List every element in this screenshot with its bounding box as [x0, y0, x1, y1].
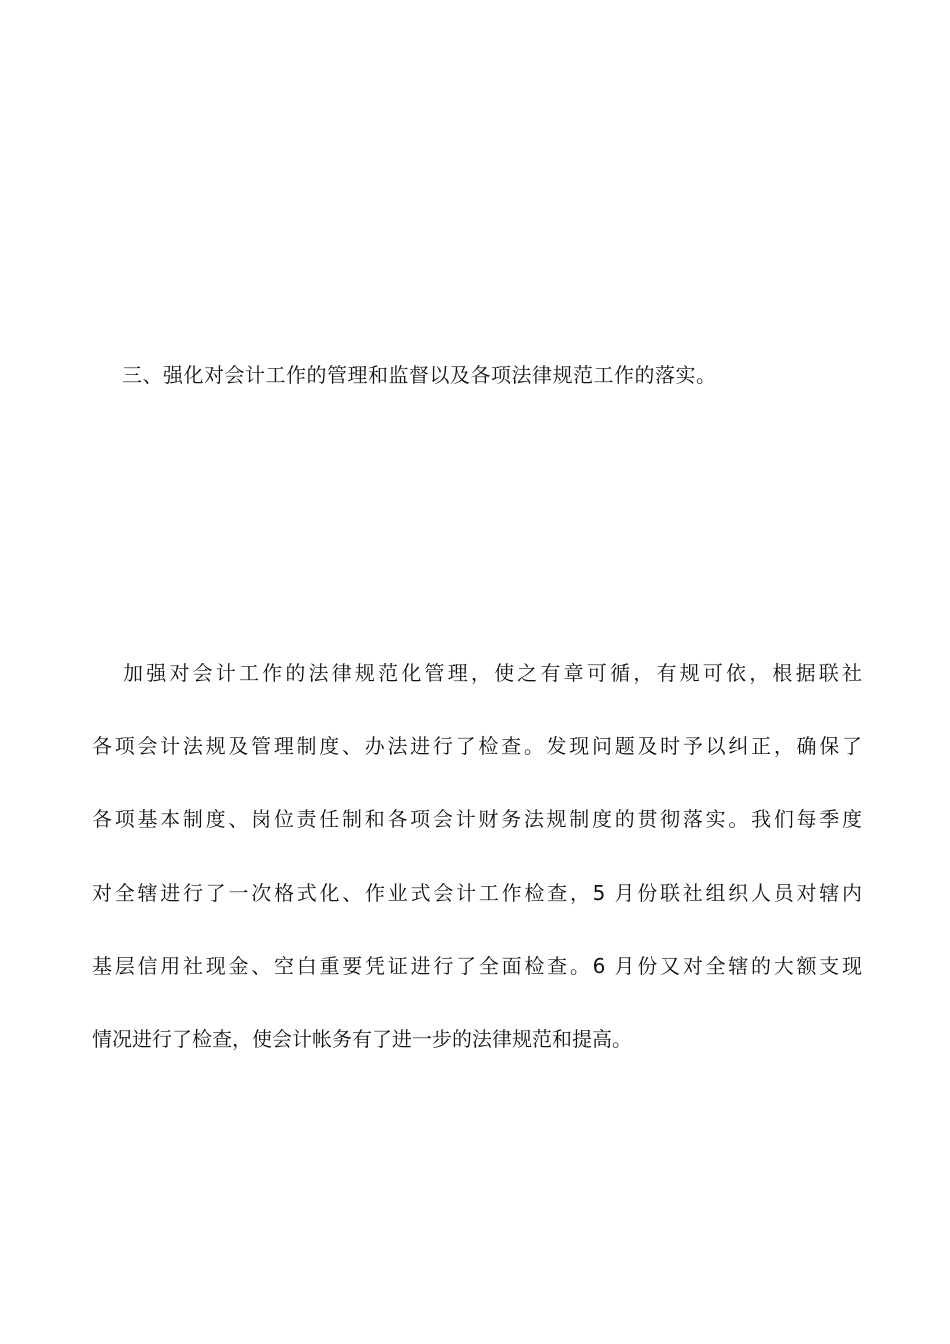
- paragraph-line-2: 各项会计法规及管理制度、办法进行了检查。发现问题及时予以纠正，确保了: [92, 734, 862, 758]
- paragraph-line-5: 基层信用社现金、空白重要凭证进行了全面检查。6 月份又对全辖的大额支现: [92, 954, 862, 978]
- paragraph-line-4: 对全辖进行了一次格式化、作业式会计工作检查，5 月份联社组织人员对辖内: [92, 881, 862, 905]
- paragraph-line-3: 各项基本制度、岗位责任制和各项会计财务法规制度的贯彻落实。我们每季度: [92, 807, 862, 831]
- paragraph-line-6: 情况进行了检查，使会计帐务有了进一步的法律规范和提高。: [92, 1027, 632, 1051]
- paragraph-line-1: 加强对会计工作的法律规范化管理，使之有章可循，有规可依，根据联社: [123, 661, 862, 685]
- section-heading: 三、强化对会计工作的管理和监督以及各项法律规范工作的落实。: [122, 363, 717, 387]
